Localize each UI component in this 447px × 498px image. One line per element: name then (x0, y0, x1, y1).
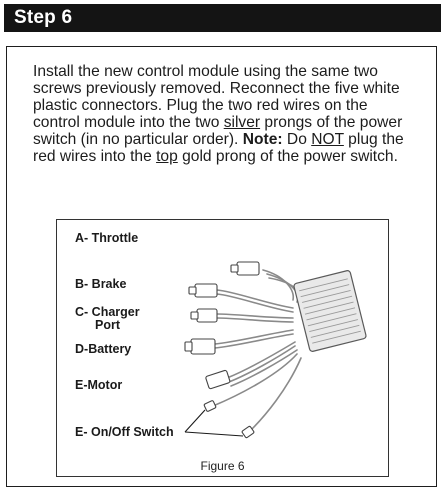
switch-terminal (204, 400, 255, 438)
charger-connector (191, 309, 217, 322)
figure-caption: Figure 6 (200, 459, 245, 473)
charger-wire (217, 314, 293, 318)
label-switch: E- On/Off Switch (75, 425, 174, 439)
instructions-part-2: prongs of the power switch (in no particular order). (33, 113, 403, 148)
wire-bundle (213, 270, 302, 430)
motor-wire (229, 346, 295, 382)
instructions-part-3: Do (282, 130, 312, 148)
brake-connector (189, 284, 217, 297)
switch-pointer-lines (185, 410, 243, 436)
battery-wire (215, 334, 293, 348)
instructions-part-1: Install the new control module using the same two screws previously removed. Reconnect the five white plastic connectors. Plug the two red wires on the control module into the two (33, 63, 400, 131)
figure-6 (56, 219, 389, 477)
instructions-part-5: gold prong of the power switch. (177, 147, 398, 165)
battery-connector (185, 339, 215, 354)
note-label: Note: (242, 130, 283, 148)
label-charger-line2: Port (95, 318, 120, 332)
label-charger-line1: C- Charger (75, 305, 140, 319)
charger-wire (217, 318, 293, 322)
not-underlined: NOT (311, 130, 344, 148)
top-underlined: top (156, 147, 178, 165)
instructions-text (33, 64, 413, 165)
motor-connector (205, 370, 230, 389)
label-brake: B- Brake (75, 277, 127, 291)
label-throttle: A- Throttle (75, 231, 139, 245)
brake-wire (217, 290, 293, 308)
instructions-part-4: plug the red wires into the (33, 130, 404, 165)
silver-underlined: silver (223, 113, 261, 131)
step-header (4, 4, 441, 32)
step-title: Step 6 (14, 7, 73, 28)
control-module (293, 270, 366, 352)
brake-wire (217, 294, 293, 312)
throttle-connector (231, 262, 259, 275)
label-battery: D-Battery (75, 342, 132, 356)
label-motor: E-Motor (75, 378, 123, 392)
